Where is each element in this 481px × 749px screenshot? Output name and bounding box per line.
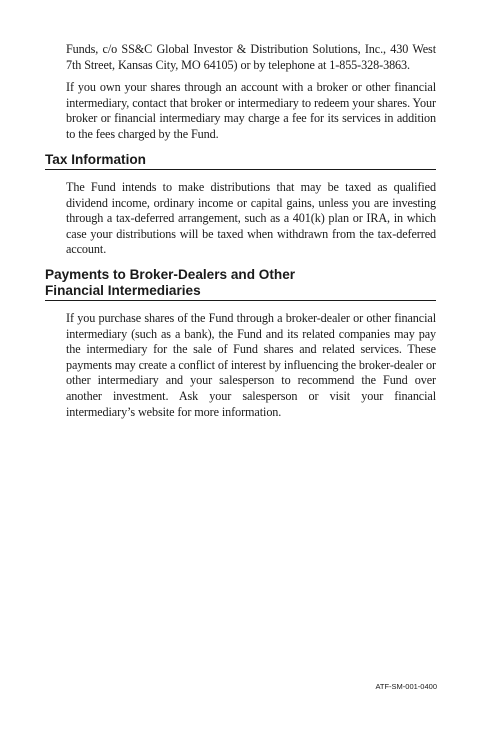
redemption-address-paragraph: Funds, c/o SS&C Global Investor & Distribution Solutions, Inc., 430 West 7th Street, Kansas City, MO 64105) or by telephone at 1-855-328-3863. <box>66 42 436 72</box>
payments-heading-line1: Payments to Broker-Dealers and Other <box>45 267 296 282</box>
tax-information-paragraph: The Fund intends to make distributions that may be taxed as qualified dividend income, ordinary income or capital gains, unless you are investing through a tax-deferred arrangement, such as a 401(k) plan or IRA, in which case your distributions will be taxed when withdrawn from the tax-deferred account. <box>66 180 436 257</box>
payments-heading-line2: Financial Intermediaries <box>45 283 201 298</box>
redemption-broker-paragraph: If you own your shares through an account with a broker or other financial intermediary, contact that broker or intermediary to redeem your shares. Your broker or financial intermediary may charge a fee for its services in addition to the fees charged by the Fund. <box>66 80 436 141</box>
document-code: ATF-SM-001-0400 <box>375 682 437 691</box>
payments-paragraph: If you purchase shares of the Fund through a broker-dealer or other financial intermediary (such as a bank), the Fund and its related companies may pay the intermediary for the sale of Fund shares and related services. These payments may create a conflict of interest by influencing the broker-dealer or other intermediary and your salesperson to recommend the Fund over another investment. Ask your salesperson or visit your financial intermediary’s website for more information. <box>66 311 436 419</box>
payments-heading <box>45 267 436 301</box>
tax-information-heading: Tax Information <box>45 152 436 170</box>
